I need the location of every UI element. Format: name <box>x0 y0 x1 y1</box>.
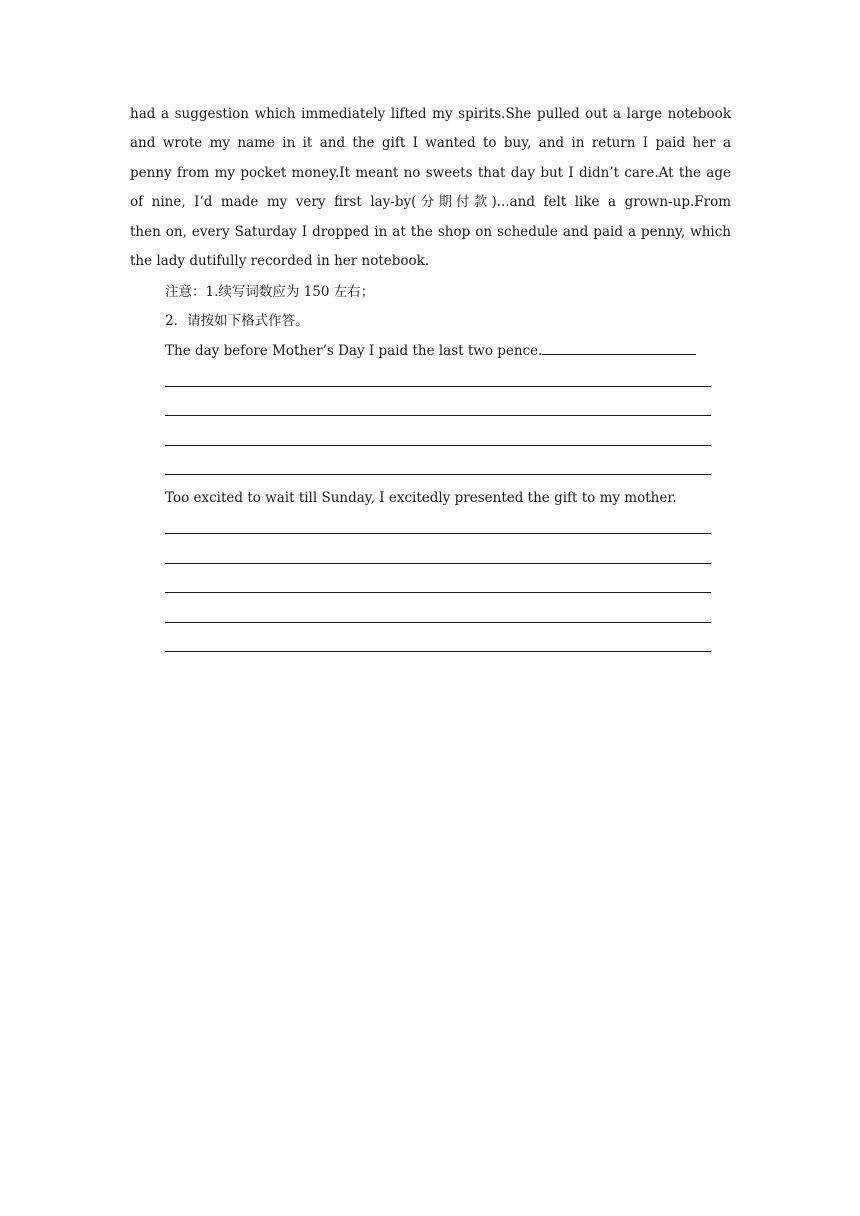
answer-line[interactable] <box>165 622 711 623</box>
answer-line[interactable] <box>165 474 711 475</box>
answer-line[interactable] <box>165 533 711 534</box>
answer-line[interactable] <box>165 386 711 387</box>
story-passage <box>130 100 731 276</box>
passage-line-1: had a suggestion which immediately lifted my spirits.She pulled out a large notebook <box>130 106 731 122</box>
passage-line-5: then on, every Saturday I dropped in at the shop on schedule and paid a penny, which <box>130 223 731 240</box>
answer-line[interactable] <box>165 445 711 446</box>
passage-line-3: penny from my pocket money.It meant no sweets that day but I didn’t care.At the age <box>130 164 731 181</box>
answer-line[interactable] <box>165 651 711 652</box>
passage-line-4: of nine, I’d made my very first lay-by(分期付款)...and felt like a grown-up.From <box>130 194 731 211</box>
answer-line[interactable] <box>165 415 711 416</box>
second-paragraph-prompt: Too excited to wait till Sunday, I excitedly presented the gift to my mother. <box>165 490 677 506</box>
passage-line-2: and wrote my name in it and the gift I wanted to buy, and in return I paid her a <box>130 135 731 152</box>
note-format: 2．请按如下格式作答。 <box>165 313 309 329</box>
answer-line[interactable] <box>165 563 711 564</box>
first-prompt-blank[interactable] <box>542 340 696 355</box>
first-prompt-text: The day before Mother’s Day I paid the last two pence. <box>165 343 543 359</box>
note-word-count: 注意：1.续写词数应为 150 左右； <box>165 284 375 300</box>
first-paragraph-prompt <box>165 340 696 361</box>
passage-line-6: the lady dutifully recorded in her notebook. <box>130 252 430 269</box>
answer-line[interactable] <box>165 592 711 593</box>
